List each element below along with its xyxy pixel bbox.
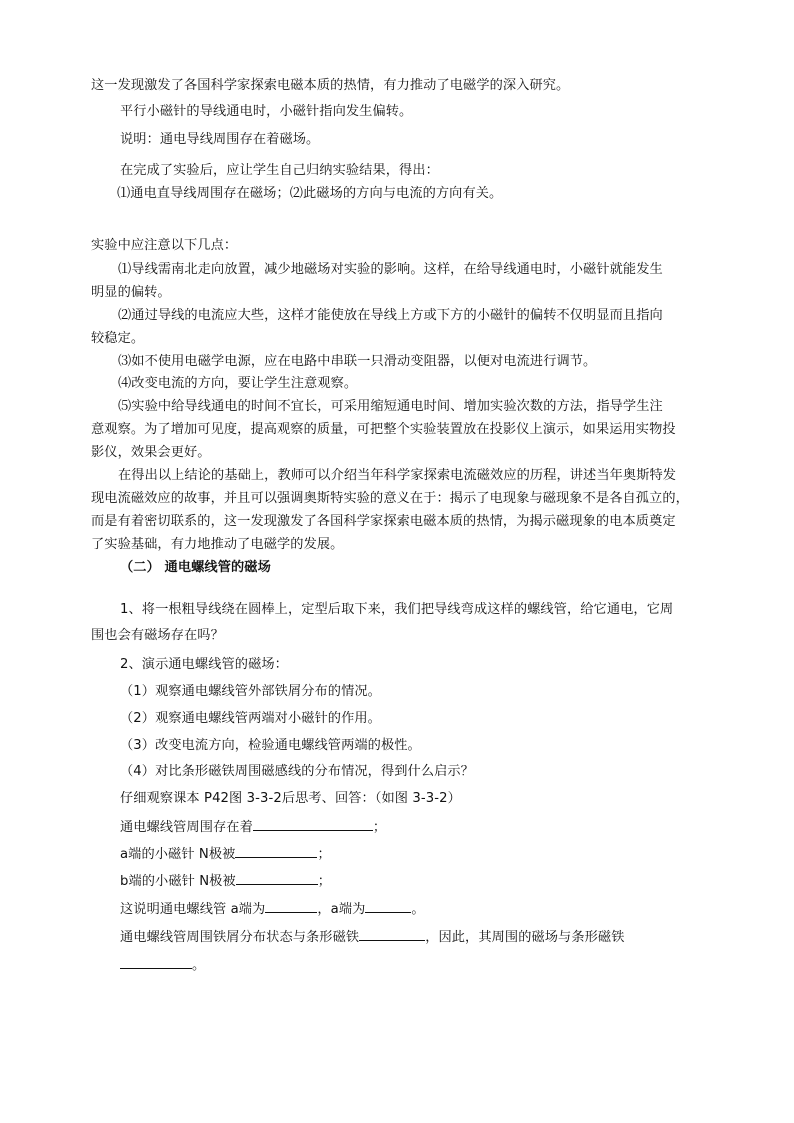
answer-blank[interactable] — [253, 816, 373, 831]
fill-in-question — [120, 926, 625, 948]
paragraph-line: ⑶如不使用电磁学电源，应在电路中串联一只滑动变阻器，以便对电流进行调节。 — [118, 354, 597, 369]
paragraph-line: 在得出以上结论的基础上，教师可以介绍当年科学家探索电流磁效应的历程，讲述当年奥斯特发 — [118, 468, 677, 483]
paragraph-line: ⑷改变电流的方向，要让学生注意观察。 — [118, 376, 358, 391]
paragraph-line: 1、将一根粗导线绕在圆棒上，定型后取下来，我们把导线弯成这样的螺线管，给它通电，它周 — [120, 602, 674, 617]
paragraph-line: ⑴通电直导线周围存在磁场；⑵此磁场的方向与电流的方向有关。 — [117, 186, 503, 201]
question-text: 通电螺线管周围铁屑分布状态与条形磁铁 — [120, 930, 360, 945]
paragraph-line: 影仪，效果会更好。 — [91, 445, 211, 460]
paragraph-line: 平行小磁针的导线通电时，小磁针指向发生偏转。 — [120, 104, 413, 119]
answer-blank[interactable] — [265, 898, 317, 913]
paragraph-line: 较稳定。 — [91, 331, 145, 346]
question-text: ； — [317, 874, 332, 889]
question-text: 通电螺线管周围存在着 — [120, 820, 253, 835]
paragraph-line: 在完成了实验后，应让学生自己归纳实验结果，得出： — [120, 163, 439, 178]
list-item: （4）对比条形磁铁周围磁感线的分布情况，得到什么启示？ — [120, 764, 474, 779]
question-text: ，a端为 — [317, 902, 366, 917]
answer-blank[interactable] — [365, 898, 411, 913]
paragraph-line: 了实验基础，有力地推动了电磁学的发展。 — [91, 537, 344, 552]
list-item: （1）观察通电螺线管外部铁屑分布的情况。 — [120, 684, 381, 699]
answer-blank[interactable] — [236, 870, 318, 885]
paragraph-line: 说明：通电导线周围存在着磁场。 — [120, 132, 320, 147]
question-text: a端的小磁针 N极被 — [120, 847, 236, 862]
paragraph-line: 现电流磁效应的故事，并且可以强调奥斯特实验的意义在于：揭示了电现象与磁现象不是各自孤立的， — [91, 491, 689, 506]
answer-blank[interactable] — [235, 843, 317, 858]
paragraph-line: 围也会有磁场存在吗？ — [91, 628, 224, 643]
question-text: ； — [372, 820, 387, 835]
question-text: b端的小磁针 N极被 — [120, 874, 236, 889]
question-text: ； — [317, 847, 331, 862]
fill-in-question — [120, 843, 331, 865]
section-heading: （二） 通电螺线管的磁场 — [120, 560, 271, 575]
paragraph-line: ⑸实验中给导线通电的时间不宜长，可采用缩短通电时间、增加实验次数的方法，指导学生注 — [118, 399, 663, 414]
fill-in-question — [120, 870, 331, 892]
answer-blank[interactable] — [120, 954, 192, 969]
list-item: （2）观察通电螺线管两端对小磁针的作用。 — [120, 711, 381, 726]
paragraph-line: ⑴导线需南北走向放置，减少地磁场对实验的影响。这样，在给导线通电时，小磁针就能发生 — [118, 262, 663, 277]
paragraph-line: 实验中应注意以下几点： — [91, 238, 238, 253]
paragraph-line: 而是有着密切联系的，这一发现激发了各国科学家探索电磁本质的热情，为揭示磁现象的电本质奠定 — [91, 514, 676, 529]
question-text: ，因此，其周围的磁场与条形磁铁 — [425, 930, 625, 945]
paragraph-line: ⑵通过导线的电流应大些，这样才能使放在导线上方或下方的小磁针的偏转不仅明显而且指向 — [118, 308, 663, 323]
paragraph-line: 仔细观察课本 P42图 3-3-2后思考、回答：（如图 3-3-2） — [120, 791, 461, 806]
question-text: 。 — [411, 902, 425, 917]
fill-in-question — [120, 816, 386, 838]
list-item: （3）改变电流方向，检验通电螺线管两端的极性。 — [120, 738, 421, 753]
answer-blank[interactable] — [359, 926, 425, 941]
fill-in-question — [120, 954, 205, 976]
paragraph-line: 2、演示通电螺线管的磁场： — [120, 657, 288, 672]
question-text: 。 — [192, 958, 206, 973]
fill-in-question — [120, 898, 425, 920]
question-text: 这说明通电螺线管 a端为 — [120, 902, 266, 917]
paragraph-line: 明显的偏转。 — [91, 285, 171, 300]
paragraph-line: 这一发现激发了各国科学家探索电磁本质的热情，有力推动了电磁学的深入研究。 — [91, 78, 570, 93]
paragraph-line: 意观察。为了增加可见度，提高观察的质量，可把整个实验装置放在投影仪上演示，如果运用实物投 — [91, 422, 676, 437]
